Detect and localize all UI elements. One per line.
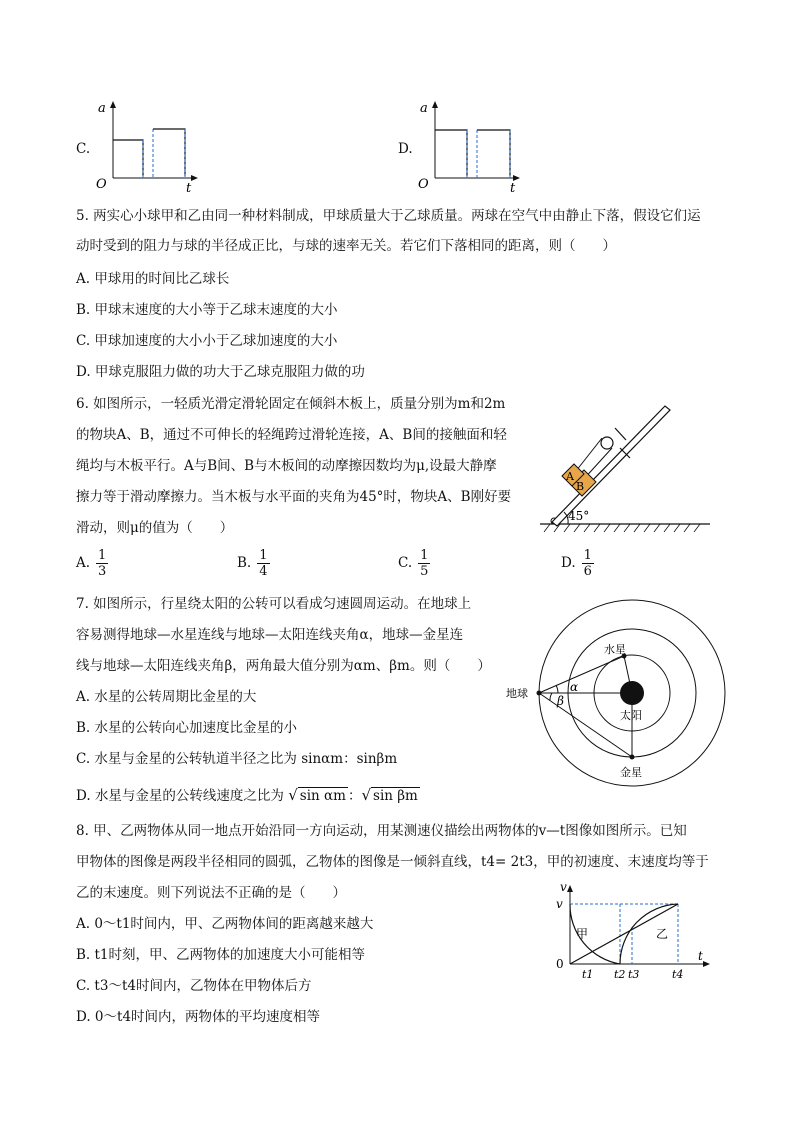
q8-zero-label: 0 xyxy=(556,957,564,971)
graph-c-a-arrow xyxy=(110,101,116,108)
q6-option-d-label: D. xyxy=(561,555,576,571)
graph-d-step1 xyxy=(435,130,467,176)
q7-option-d xyxy=(76,786,420,805)
graph-c-origin: O xyxy=(96,177,107,192)
q7-sun-label: 太阳 xyxy=(620,709,642,722)
q6-option-a-label: A. xyxy=(76,555,91,571)
q5-stem-line1: 5. 两实心小球甲和乙由同一种材料制成，甲球质量大于乙球质量。两球在空气中由静止下落，假设它们运 xyxy=(76,208,701,224)
q8-arc-jia2 xyxy=(620,904,678,964)
graph-d xyxy=(412,98,522,194)
q6-label-a: A xyxy=(566,470,574,483)
graph-c-a-label: a xyxy=(98,101,106,116)
q6-stem-line4: 擦力等于滑动摩擦力。当木板与水平面的夹角为45°时，物块A、B刚好要 xyxy=(76,489,512,505)
q6-stem-line5: 滑动，则μ的值为（ ） xyxy=(76,520,234,536)
q8-option-d: D. 0～t4时间内，两物体的平均速度相等 xyxy=(76,1009,321,1025)
q8-stem-line2: 甲物体的图像是两段半径相同的圆弧，乙物体的图像是一倾斜直线，t4= 2t3，甲的初速度、末速度均等于 xyxy=(76,854,709,870)
graph-d-step2 xyxy=(477,130,510,176)
q6-option-c-den: 5 xyxy=(420,564,429,579)
q7-stem-line1: 7. 如图所示，行星绕太阳的公转可以看成匀速圆周运动。在地球上 xyxy=(76,596,472,612)
graph-c-t-arrow xyxy=(191,175,198,181)
q8-t-label: t xyxy=(698,949,703,963)
q8-v-arrow xyxy=(567,885,573,892)
q7-beta-label: β xyxy=(557,694,564,708)
q5-option-b: B. 甲球末速度的大小等于乙球末速度的大小 xyxy=(76,302,338,318)
graph-c-step1 xyxy=(113,140,143,176)
q6-rope-upper xyxy=(576,438,602,471)
q6-incline-figure xyxy=(540,398,712,534)
q8-option-c: C. t3～t4时间内，乙物体在甲物体后方 xyxy=(76,978,312,994)
q8-vt-figure xyxy=(548,882,714,982)
q6-label-b: B xyxy=(576,480,585,493)
graph-d-t-label: t xyxy=(510,181,516,194)
q6-stem-line3: 绳均与木板平行。A与B间、B与木板间的动摩擦因数均为μ,设最大静摩 xyxy=(76,458,497,474)
q8-axis-v-label: v xyxy=(560,882,567,894)
q8-option-a: A. 0～t1时间内，甲、乙两物体间的距离越来越大 xyxy=(76,916,374,932)
q5-option-c: C. 甲球加速度的大小小于乙球加速度的大小 xyxy=(76,333,338,349)
q7-alpha-label: α xyxy=(570,680,579,694)
q6-option-a xyxy=(76,548,108,584)
q7-earth-label: 地球 xyxy=(506,687,528,700)
graph-c xyxy=(90,98,200,194)
q6-angle-label: 45° xyxy=(568,509,590,523)
option-c-label: C. xyxy=(76,141,91,157)
q6-board xyxy=(552,406,670,526)
graph-c-step2 xyxy=(153,129,185,176)
q7-stem-line3: 线与地球—太阳连线夹角β，两角最大值分别为αm、βm。则（ ） xyxy=(76,658,491,674)
q8-t3-label: t3 xyxy=(628,968,640,981)
q8-option-b: B. t1时刻，甲、乙两物体的加速度大小可能相等 xyxy=(76,947,366,963)
q6-option-b-den: 4 xyxy=(259,564,268,579)
q6-option-c-num: 1 xyxy=(420,548,429,563)
q8-t2-label: t2 xyxy=(614,968,626,981)
q6-option-c xyxy=(398,548,430,584)
q6-option-d-den: 6 xyxy=(583,564,592,579)
q5-stem-line2: 动时受到的阻力与球的半径成正比，与球的速率无关。若它们下落相同的距离，则（ ） xyxy=(76,238,616,254)
graph-d-a-arrow xyxy=(432,101,438,108)
radical-sign-icon: √ xyxy=(361,786,372,804)
q7-option-b: B. 水星的公转向心加速度比金星的小 xyxy=(76,720,298,736)
q6-option-a-den: 3 xyxy=(98,564,107,579)
q7-option-c: C. 水星与金星的公转轨道半径之比为 sinαm：sinβm xyxy=(76,751,398,767)
q8-t1-label: t1 xyxy=(582,968,594,981)
q7-beta-arc xyxy=(550,693,552,701)
q7-option-d-rad1: sin αm xyxy=(299,788,346,804)
q7-venus-dot xyxy=(630,755,635,760)
q6-option-d-num: 1 xyxy=(583,548,592,563)
q5-option-d: D. 甲球克服阻力做的功大于乙球克服阻力做的功 xyxy=(76,364,365,380)
q7-earth-mercury-line xyxy=(539,656,624,693)
q8-yi-label: 乙 xyxy=(656,927,669,941)
q7-orbit-figure xyxy=(500,593,726,817)
q7-option-d-colon: ： xyxy=(347,788,362,804)
q8-v-label: v xyxy=(556,897,563,911)
q6-stem-line1: 6. 如图所示，一轻质光滑定滑轮固定在倾斜木板上，质量分别为m和2m xyxy=(76,396,506,412)
graph-c-t-label: t xyxy=(186,181,192,194)
q6-option-d xyxy=(561,548,594,584)
q6-ground-hatch xyxy=(544,524,700,532)
option-d-label: D. xyxy=(398,141,413,157)
q6-option-b-num: 1 xyxy=(259,548,268,563)
q7-option-a: A. 水星的公转周期比金星的大 xyxy=(76,689,257,705)
radical-sign-icon: √ xyxy=(288,786,298,804)
q6-option-b xyxy=(237,548,270,584)
graph-d-a-label: a xyxy=(420,101,428,116)
q6-stem-line2: 的物块A、B，通过不可伸长的轻绳跨过滑轮连接，A、B间的接触面和轻 xyxy=(76,427,507,443)
q6-option-c-label: C. xyxy=(398,555,413,571)
q7-option-d-rad2: sin βm xyxy=(373,788,418,804)
q7-earth-venus-line xyxy=(539,693,632,757)
q7-venus-label: 金星 xyxy=(620,766,642,779)
q6-pulley-stop xyxy=(615,428,626,440)
q6-pulley xyxy=(601,437,613,449)
graph-d-origin: O xyxy=(418,177,429,192)
q6-option-b-label: B. xyxy=(237,555,252,571)
q7-option-d-text: D. 水星与金星的公转线速度之比为 xyxy=(76,788,284,804)
q8-jia-label: 甲 xyxy=(576,927,589,941)
q7-stem-line2: 容易测得地球—水星连线与地球—太阳连线夹角α，地球—金星连 xyxy=(76,627,464,643)
q6-option-a-num: 1 xyxy=(98,548,107,563)
q5-option-a: A. 甲球用的时间比乙球长 xyxy=(76,271,230,287)
q8-t-arrow xyxy=(703,961,710,967)
q7-mercury-label: 水星 xyxy=(604,643,626,656)
q8-stem-line1: 8. 甲、乙两物体从同一地点开始沿同一方向运动，用某测速仪描绘出两物体的v—t图像如图所示。已知 xyxy=(76,823,687,839)
q7-alpha-arc xyxy=(556,685,558,693)
q8-t4-label: t4 xyxy=(672,968,684,981)
q8-stem-line3: 乙的末速度。则下列说法不正确的是（ ） xyxy=(76,885,346,901)
